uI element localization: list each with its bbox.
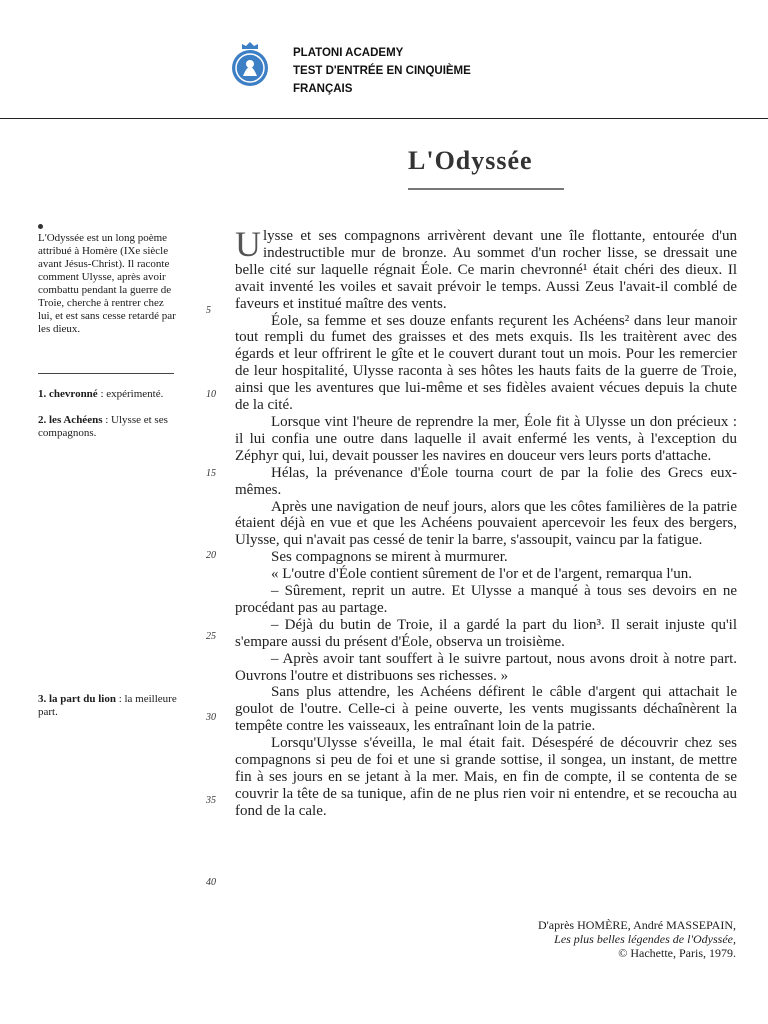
- header-test: TEST D'ENTRÉE EN CINQUIÈME: [293, 65, 471, 77]
- footnote-1: [38, 388, 178, 401]
- footnote-term: 3. la part du lion: [38, 693, 116, 705]
- paragraph: Sans plus attendre, les Achéens défirent le câble d'argent qui attachait le goulot de l'outre. Celle-ci à peine ouverte, les vents mugissants déchaînèrent la tempête contre les vaisseaux, les entraînant loin de la patrie.: [235, 684, 737, 735]
- page-title: L'Odyssée: [408, 146, 533, 175]
- source-book: Les plus belles légendes de l'Odyssée,: [554, 932, 736, 946]
- source-publisher: © Hachette, Paris, 1979.: [618, 946, 736, 960]
- crest-logo-icon: [228, 40, 272, 88]
- header-divider: [0, 118, 768, 119]
- title-underline: [408, 188, 564, 190]
- footnote-3: [38, 693, 178, 719]
- paragraph: « L'outre d'Éole contient sûrement de l'or et de l'argent, remarqua l'un.: [271, 566, 693, 583]
- line-number: 30: [206, 712, 216, 723]
- source-author: D'après HOMÈRE, André MASSEPAIN,: [537, 918, 736, 932]
- footnote-term: 2. les Achéens: [38, 414, 103, 426]
- header-subject: FRANÇAIS: [293, 83, 353, 95]
- sidebar-divider: [38, 373, 174, 374]
- line-number: 25: [206, 631, 216, 642]
- paragraph: Lorsqu'Ulysse s'éveilla, le mal était fait. Désespéré de découvrir chez ses compagnons si peu de foi et une si grande sottise, il songea, un instant, de mettre fin à ses jours en se jetant à la mer. Mais, en fin de compte, il se contenta de se couvrir la tête de sa tunique, afin de ne plus rien voir ni entendre, et se recoucha au fond de la cale.: [235, 735, 737, 819]
- line-number: 5: [206, 305, 211, 316]
- line-number: 10: [206, 389, 216, 400]
- paragraph: Éole, sa femme et ses douze enfants reçurent les Achéens² dans leur manoir tout rempli du fumet des graisses et des mets exquis. Ils les traitèrent avec des égards et leur offrirent le gîte et le couvert durant tout un mois. Pour les remercier de leur hospitalité, Ulysse raconta à ses hôtes les hauts faits de la guerre de Troie, ainsi que les aventures que lui-même et ses fidèles avaient vécues depuis la chute de la cité.: [235, 312, 737, 414]
- drop-cap: U: [235, 224, 261, 264]
- paragraph: – Après avoir tant souffert à le suivre partout, nous avons droit à notre part. Ouvrons l'outre et distribuons ses richesses. »: [235, 650, 737, 684]
- footnote-def: : Ulysse et ses compagnons.: [38, 414, 168, 439]
- line-number: 20: [206, 550, 216, 561]
- paragraph: Ses compagnons se mirent à murmurer.: [271, 549, 508, 566]
- footnote-2: [38, 414, 178, 440]
- paragraph-text: lysse et ses compagnons arrivèrent devant une île flottante, entourée d'un indestructible mur de bronze. Au sommet d'un rocher lisse, se dressait une belle cité sur laquelle régnait Éole. Ce marin chevronné¹ était chéri des dieux. Il avait inventé les voiles et savait prévoir le temps. Aussi Zeus l'avait-il comblé de faveurs et institué maître des vents.: [235, 228, 737, 312]
- line-number: 40: [206, 877, 216, 888]
- header-school: PLATONI ACADEMY: [293, 47, 404, 59]
- story-text: [235, 224, 737, 820]
- paragraph: [235, 224, 737, 313]
- bullet-icon: [38, 224, 43, 229]
- line-number: 35: [206, 795, 216, 806]
- line-number: 15: [206, 468, 216, 479]
- paragraph: – Sûrement, reprit un autre. Et Ulysse a manqué à tous ses devoirs en ne procédant pas au partage.: [235, 583, 737, 616]
- header-block: [293, 44, 471, 98]
- sidebar-intro-text: L'Odyssée est un long poème attribué à Homère (IXe siècle avant Jésus-Christ). Il raconte comment Ulysse, après avoir combattu pendant la guerre de Troie, cherche à rentrer chez lui, et est sans cesse retardé par les dieux.: [38, 232, 176, 335]
- footnote-term: 1. chevronné: [38, 388, 98, 400]
- paragraph: Hélas, la prévenance d'Éole tourna court de par la folie des Grecs eux-mêmes.: [235, 464, 737, 498]
- footnote-def: : la meilleure part.: [38, 693, 177, 718]
- paragraph: – Déjà du butin de Troie, il a gardé la part du lion³. Il serait injuste qu'il s'empare aussi du présent d'Éole, observa un troisième.: [235, 616, 737, 650]
- footnote-def: : expérimenté.: [97, 388, 164, 400]
- paragraph: Lorsque vint l'heure de reprendre la mer, Éole fit à Ulysse un don précieux : il lui confia une outre dans laquelle il avait enfermé les vents, à l'exception du Zéphyr qui, lui, devait pousser les navires en douceur vers leurs ports d'attache.: [235, 413, 737, 464]
- paragraph: Après une navigation de neuf jours, alors que les côtes familières de la patrie étaient déjà en vue et que les Achéens pouvaient apercevoir les feux des bergers, Ulysse, qui n'avait pas cessé de tenir la barre, s'assoupit, vaincu par la fatigue.: [235, 498, 737, 549]
- sidebar-intro: [38, 224, 176, 336]
- source-citation: [538, 918, 736, 960]
